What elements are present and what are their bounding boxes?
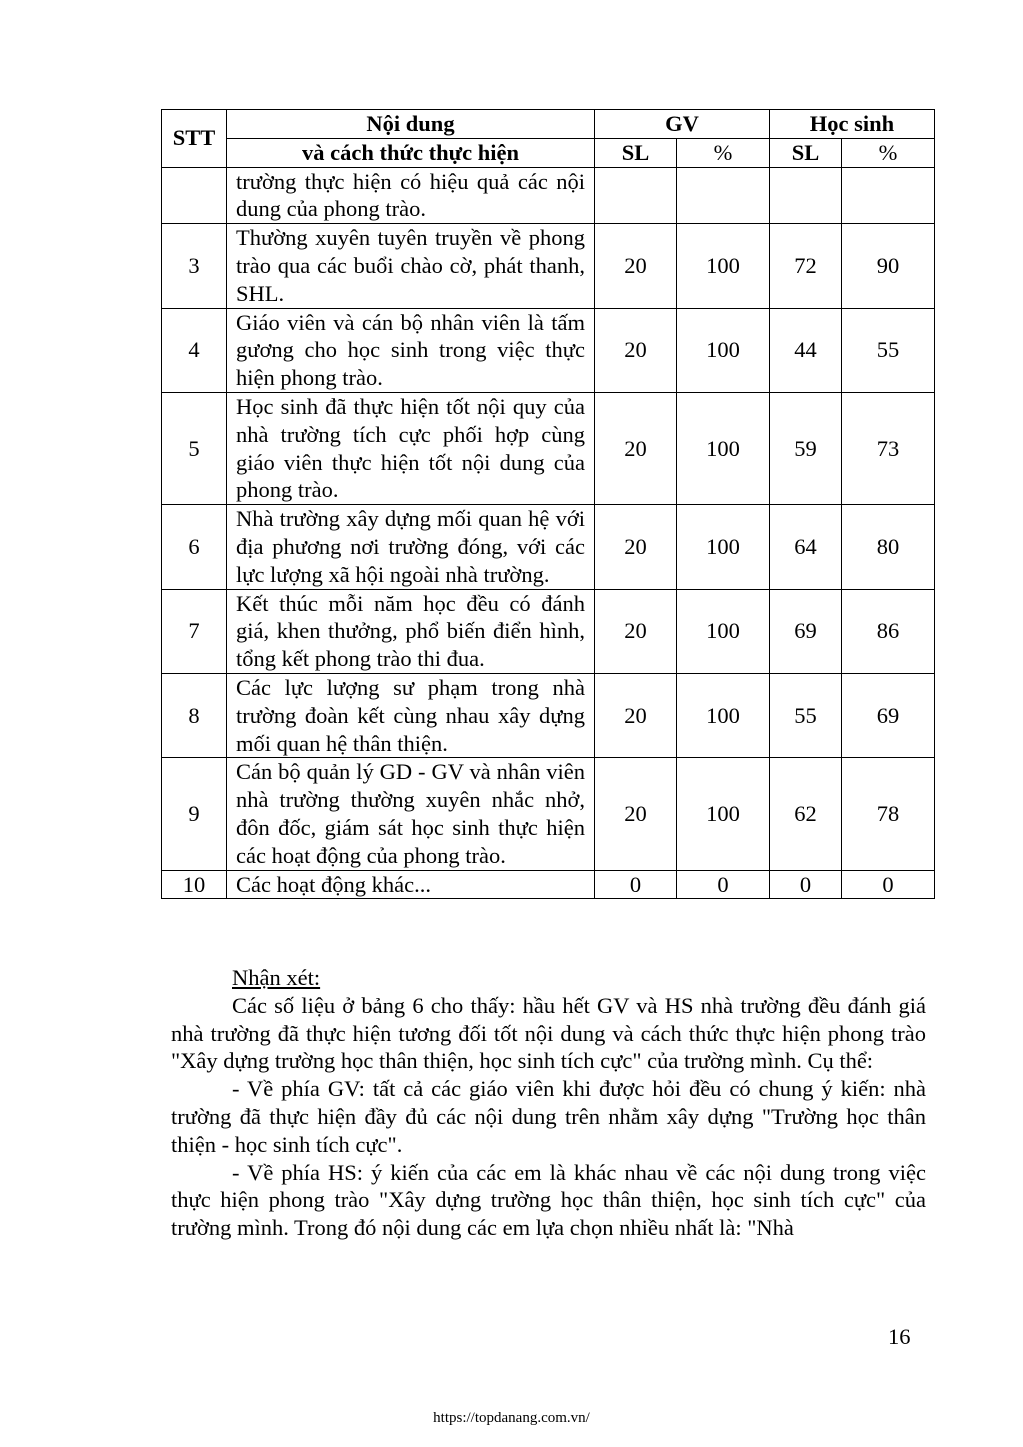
- row-gv-sl: 20: [595, 758, 677, 870]
- row-content: Kết thúc mỗi năm học đều có đánh giá, khen thưởng, phổ biến điển hình, tổng kết phong trào thi đua.: [227, 589, 595, 673]
- header-gv-pct: %: [677, 138, 770, 167]
- row-gv-pct: 100: [677, 224, 770, 308]
- table-row: [162, 673, 935, 757]
- row-content: trường thực hiện có hiệu quả các nội dung của phong trào.: [227, 167, 595, 224]
- row-content: Thường xuyên tuyên truyền về phong trào qua các buổi chào cờ, phát thanh, SHL.: [227, 224, 595, 308]
- table-row: [162, 308, 935, 392]
- row-content: Các lực lượng sư phạm trong nhà trường đoàn kết cùng nhau xây dựng mối quan hệ thân thiện.: [227, 673, 595, 757]
- header-row-2: [162, 138, 935, 167]
- page-number: 16: [888, 1324, 911, 1349]
- row-stt: 9: [162, 758, 227, 870]
- header-gv-sl: SL: [595, 138, 677, 167]
- row-stt: [162, 167, 227, 224]
- row-gv-pct: 100: [677, 308, 770, 392]
- table-row: [162, 870, 935, 899]
- row-hs-pct: [842, 167, 935, 224]
- row-gv-pct: 100: [677, 673, 770, 757]
- table-row: [162, 758, 935, 870]
- row-hs-pct: 0: [842, 870, 935, 899]
- row-gv-pct: 0: [677, 870, 770, 899]
- row-content: Nhà trường xây dựng mối quan hệ với địa phương nơi trường đóng, với các lực lượng xã hội ngoài nhà trường.: [227, 505, 595, 589]
- survey-table-container: [161, 109, 934, 899]
- row-stt: 4: [162, 308, 227, 392]
- header-content-line1: Nội dung: [227, 110, 595, 139]
- row-stt: 8: [162, 673, 227, 757]
- row-stt: 5: [162, 392, 227, 504]
- row-hs-sl: 69: [770, 589, 842, 673]
- header-content-line2: và cách thức thực hiện: [227, 138, 595, 167]
- row-gv-pct: 100: [677, 758, 770, 870]
- table-row: [162, 392, 935, 504]
- row-gv-sl: 20: [595, 224, 677, 308]
- row-gv-sl: [595, 167, 677, 224]
- row-stt: 3: [162, 224, 227, 308]
- notes-paragraph: - Về phía GV: tất cả các giáo viên khi được hỏi đều có chung ý kiến: nhà trường đã thực hiện đầy đủ các nội dung trên nhằm xây dựng "Trường học thân thiện - học sinh tích cực".: [171, 1076, 926, 1157]
- notes-paragraph: - Về phía HS: ý kiến của các em là khác nhau về các nội dung trong việc thực hiện phong trào "Xây dựng trường học thân thiện, học sinh tích cực" của trường mình. Trong đó nội dung các em lựa chọn nhiều nhất là: "Nhà: [171, 1159, 926, 1241]
- row-content: Giáo viên và cán bộ nhân viên là tấm gương cho học sinh trong việc thực hiện phong trào.: [227, 308, 595, 392]
- notes-heading: Nhận xét:: [232, 965, 321, 990]
- table-row: [162, 167, 935, 224]
- row-gv-sl: 0: [595, 870, 677, 899]
- row-gv-pct: 100: [677, 392, 770, 504]
- header-row-1: [162, 110, 935, 139]
- row-hs-sl: 64: [770, 505, 842, 589]
- row-gv-sl: 20: [595, 673, 677, 757]
- row-gv-pct: [677, 167, 770, 224]
- row-stt: 10: [162, 870, 227, 899]
- row-stt: 6: [162, 505, 227, 589]
- survey-table: [161, 109, 935, 899]
- row-hs-pct: 73: [842, 392, 935, 504]
- row-gv-sl: 20: [595, 392, 677, 504]
- row-gv-sl: 20: [595, 589, 677, 673]
- notes-paragraph: Các số liệu ở bảng 6 cho thấy: hầu hết GV và HS nhà trường đều đánh giá nhà trường đã thực hiện tương đối tốt nội dung và cách thức thực hiện phong trào "Xây dựng trường học thân thiện, học sinh tích cực" của trường mình. Cụ thể:: [171, 992, 926, 1074]
- row-hs-pct: 78: [842, 758, 935, 870]
- header-hs: Học sinh: [770, 110, 935, 139]
- header-gv: GV: [595, 110, 770, 139]
- header-hs-pct: %: [842, 138, 935, 167]
- table-row: [162, 224, 935, 308]
- row-hs-sl: 55: [770, 673, 842, 757]
- row-hs-pct: 80: [842, 505, 935, 589]
- header-stt: STT: [162, 110, 227, 168]
- row-gv-sl: 20: [595, 308, 677, 392]
- row-gv-sl: 20: [595, 505, 677, 589]
- row-hs-pct: 69: [842, 673, 935, 757]
- header-hs-sl: SL: [770, 138, 842, 167]
- row-hs-sl: 72: [770, 224, 842, 308]
- row-content: Các hoạt động khác...: [227, 870, 595, 899]
- row-hs-sl: 44: [770, 308, 842, 392]
- row-hs-pct: 86: [842, 589, 935, 673]
- table-row: [162, 505, 935, 589]
- footer-url[interactable]: https://topdanang.com.vn/: [433, 1410, 590, 1426]
- row-gv-pct: 100: [677, 505, 770, 589]
- row-hs-sl: [770, 167, 842, 224]
- table-row: [162, 589, 935, 673]
- notes-section: [171, 964, 926, 1242]
- row-hs-sl: 59: [770, 392, 842, 504]
- row-hs-sl: 0: [770, 870, 842, 899]
- row-content: Cán bộ quản lý GD - GV và nhân viên nhà trường thường xuyên nhắc nhở, đôn đốc, giám sát học sinh thực hiện các hoạt động của phong trào.: [227, 758, 595, 870]
- row-stt: 7: [162, 589, 227, 673]
- row-content: Học sinh đã thực hiện tốt nội quy của nhà trường tích cực phối hợp cùng giáo viên thực hiện tốt nội dung của phong trào.: [227, 392, 595, 504]
- row-gv-pct: 100: [677, 589, 770, 673]
- row-hs-sl: 62: [770, 758, 842, 870]
- row-hs-pct: 90: [842, 224, 935, 308]
- row-hs-pct: 55: [842, 308, 935, 392]
